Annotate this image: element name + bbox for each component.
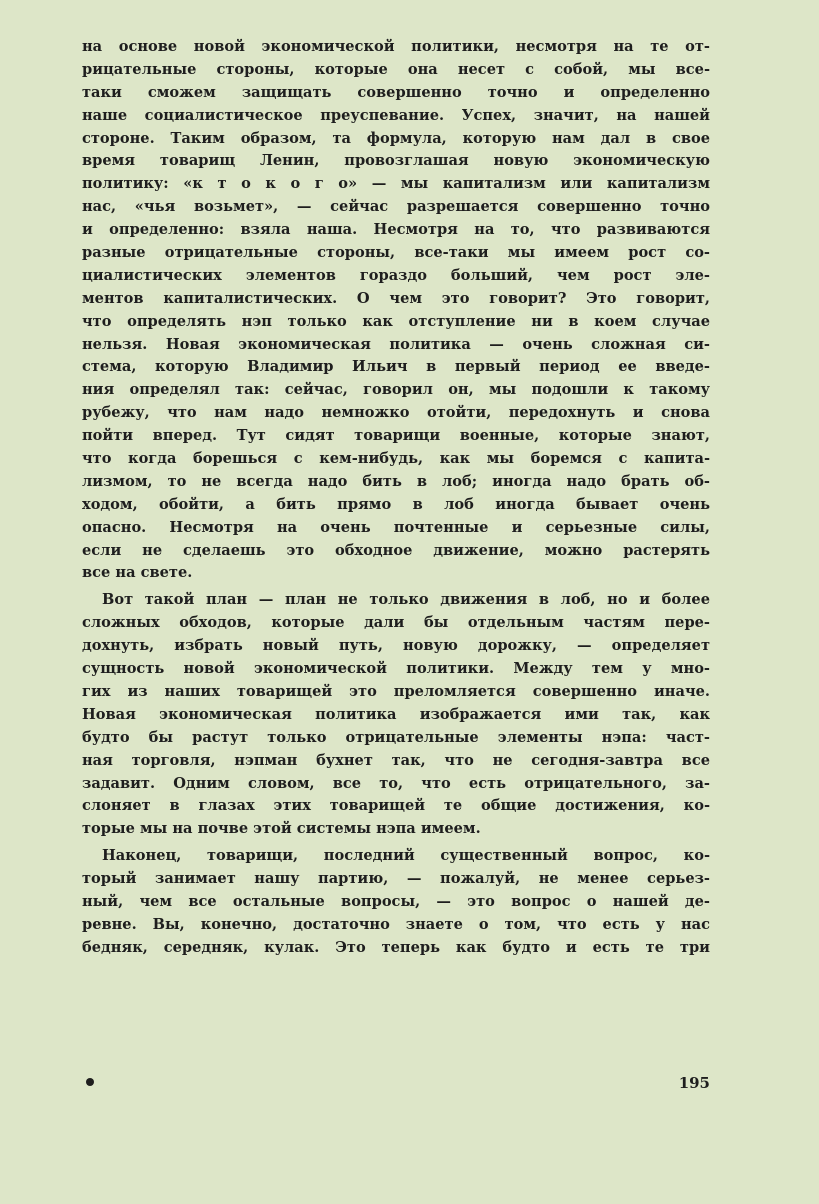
text-line: дохнуть, избрать новый путь, новую дорожку, — определяет — [82, 637, 710, 655]
text-line: ментов капиталистических. О чем это говорит? Это говорит, — [82, 289, 710, 307]
text-line: опасно. Несмотря на очень почтенные и серьезные силы, — [82, 518, 710, 536]
text-line: рицательные стороны, которые она несет с собой, мы все- — [82, 60, 710, 78]
text-line: бедняк, середняк, кулак. Это теперь как будто и есть те три — [82, 938, 710, 956]
text-line: будто бы растут только отрицательные элементы нэпа: част- — [82, 728, 710, 746]
text-line: таки сможем защищать совершенно точно и определенно — [82, 83, 710, 101]
text-line: Вот такой план — план не только движения в лоб, но и более — [102, 591, 710, 609]
text-line: все на свете. — [82, 564, 193, 582]
text-line: ходом, обойти, а бить прямо в лоб иногда бывает очень — [82, 495, 710, 513]
text-line: ния определял так: сейчас, говорил он, мы подошли к такому — [82, 381, 710, 399]
text-line: Наконец, товарищи, последний существенный вопрос, ко- — [102, 847, 710, 865]
text-line: разные отрицательные стороны, все-таки мы имеем рост со- — [82, 244, 710, 262]
text-line: стороне. Таким образом, та формула, которую нам дал в свое — [82, 129, 710, 147]
text-line: циалистических элементов гораздо больший, чем рост эле- — [82, 266, 710, 284]
text-line: стема, которую Владимир Ильич в первый период ее введе- — [82, 358, 710, 376]
text-line: Новая экономическая политика изображается ими так, как — [82, 705, 710, 723]
text-line: время товарищ Ленин, провозглашая новую экономическую — [82, 152, 710, 170]
text-line: гих из наших товарищей это преломляется совершенно иначе. — [82, 682, 710, 700]
paragraph-1 — [82, 36, 710, 585]
text-line: что когда борешься с кем-нибудь, как мы боремся с капита- — [82, 450, 710, 468]
text-line: торые мы на почве этой системы нэпа имеем. — [82, 820, 481, 838]
text-line: на основе новой экономической политики, несмотря на те от- — [82, 38, 710, 55]
text-line: нельзя. Новая экономическая политика — очень сложная си- — [82, 335, 710, 353]
text-line: нас, «чья возьмет», — сейчас разрешается совершенно точно — [82, 198, 710, 216]
paragraph-2 — [82, 589, 710, 841]
text-line: если не сделаешь это обходное движение, можно растерять — [82, 541, 710, 559]
text-line: ный, чем все остальные вопросы, — это вопрос о нашей де- — [82, 892, 710, 910]
text-line: сложных обходов, которые дали бы отдельным частям пере- — [82, 614, 710, 632]
text-line: торый занимает нашу партию, — пожалуй, не менее серьез- — [82, 870, 710, 888]
text-line: задавит. Одним словом, все то, что есть отрицательного, за- — [82, 774, 710, 792]
text-line: слоняет в глазах этих товарищей те общие достижения, ко- — [82, 797, 710, 815]
text-line: наше социалистическое преуспевание. Успех, значит, на нашей — [82, 106, 710, 124]
page-text — [82, 36, 710, 960]
text-line: ная торговля, нэпман бухнет так, что не сегодня-завтра все — [82, 751, 710, 769]
text-line: и определенно: взяла наша. Несмотря на то, что развиваются — [82, 221, 710, 239]
text-line: рубежу, что нам надо немножко отойти, передохнуть и снова — [82, 404, 710, 422]
paragraph-3 — [82, 845, 710, 959]
page-number: 195 — [678, 1074, 710, 1092]
text-line: политику: «к т о к о г о» — мы капитализм или капитализм — [82, 175, 710, 193]
text-line: сущность новой экономической политики. Между тем у мно- — [82, 660, 710, 678]
text-line: что определять нэп только как отступление ни в коем случае — [82, 312, 710, 330]
text-line: ревне. Вы, конечно, достаточно знаете о том, что есть у нас — [82, 915, 710, 933]
bullet-mark — [86, 1078, 94, 1086]
text-line: лизмом, то не всегда надо бить в лоб; иногда надо брать об- — [82, 472, 710, 490]
text-line: пойти вперед. Тут сидят товарищи военные, которые знают, — [82, 427, 710, 445]
